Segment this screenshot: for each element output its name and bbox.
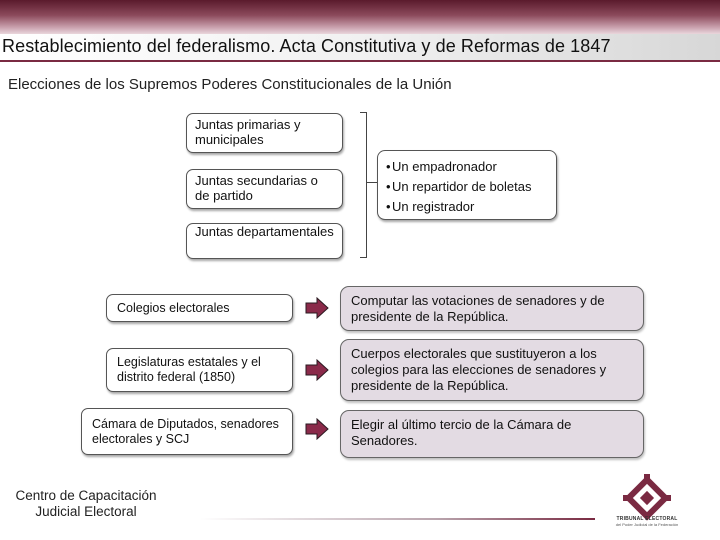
junta-box-departamentales: Juntas departamentales: [186, 223, 343, 259]
slide-subtitle: Elecciones de los Supremos Poderes Constitucionales de la Unión: [8, 76, 452, 93]
bracket-bottom-tick: [360, 257, 367, 258]
left-box-legislaturas: [106, 348, 293, 392]
info-item: •Un empadronador: [386, 159, 497, 174]
right-box-cuerpos: Cuerpos electorales que sustituyeron a los colegios para las elecciones de senadores y presidente de la República.: [340, 339, 644, 401]
left-box-label: Colegios electorales: [117, 300, 230, 315]
right-box-computar: Computar las votaciones de senadores y de presidente de la República.: [340, 286, 644, 331]
left-box-label: Cámara de Diputados, senadores electorales y SCJ: [92, 416, 279, 446]
left-box-label: Legislaturas estatales y el distrito federal (1850): [117, 355, 261, 384]
footer-divider: [200, 518, 595, 520]
bracket-vertical: [366, 112, 367, 257]
bracket-pointer: [367, 182, 377, 183]
info-item: •Un repartidor de boletas: [386, 179, 532, 194]
junta-box-primarias: Juntas primarias y municipales: [186, 113, 343, 153]
right-box-elegir: Elegir al último tercio de la Cámara de Senadores.: [340, 410, 644, 458]
info-box-funcionarios: [377, 150, 557, 220]
logo-text-line2: del Poder Judicial de la Federación: [615, 522, 679, 527]
left-box-camara: [81, 408, 293, 455]
footer-org-line2: Judicial Electoral: [35, 504, 137, 519]
left-box-colegios: [106, 294, 293, 322]
arrow-right-icon: [305, 297, 329, 319]
logo-text-line1: TRIBUNAL ELECTORAL: [616, 516, 678, 522]
info-item: •Un registrador: [386, 199, 475, 214]
slide-title: Restablecimiento del federalismo. Acta Constitutiva y de Reformas de 1847: [2, 36, 611, 56]
top-decorative-bar: [0, 0, 720, 34]
arrow-right-icon: [305, 359, 329, 381]
footer-org-line1: Centro de Capacitación: [15, 488, 157, 503]
junta-box-secundarias: Juntas secundarias o de partido: [186, 169, 343, 209]
arrow-right-icon: [305, 418, 329, 440]
footer-org: [2, 488, 170, 520]
